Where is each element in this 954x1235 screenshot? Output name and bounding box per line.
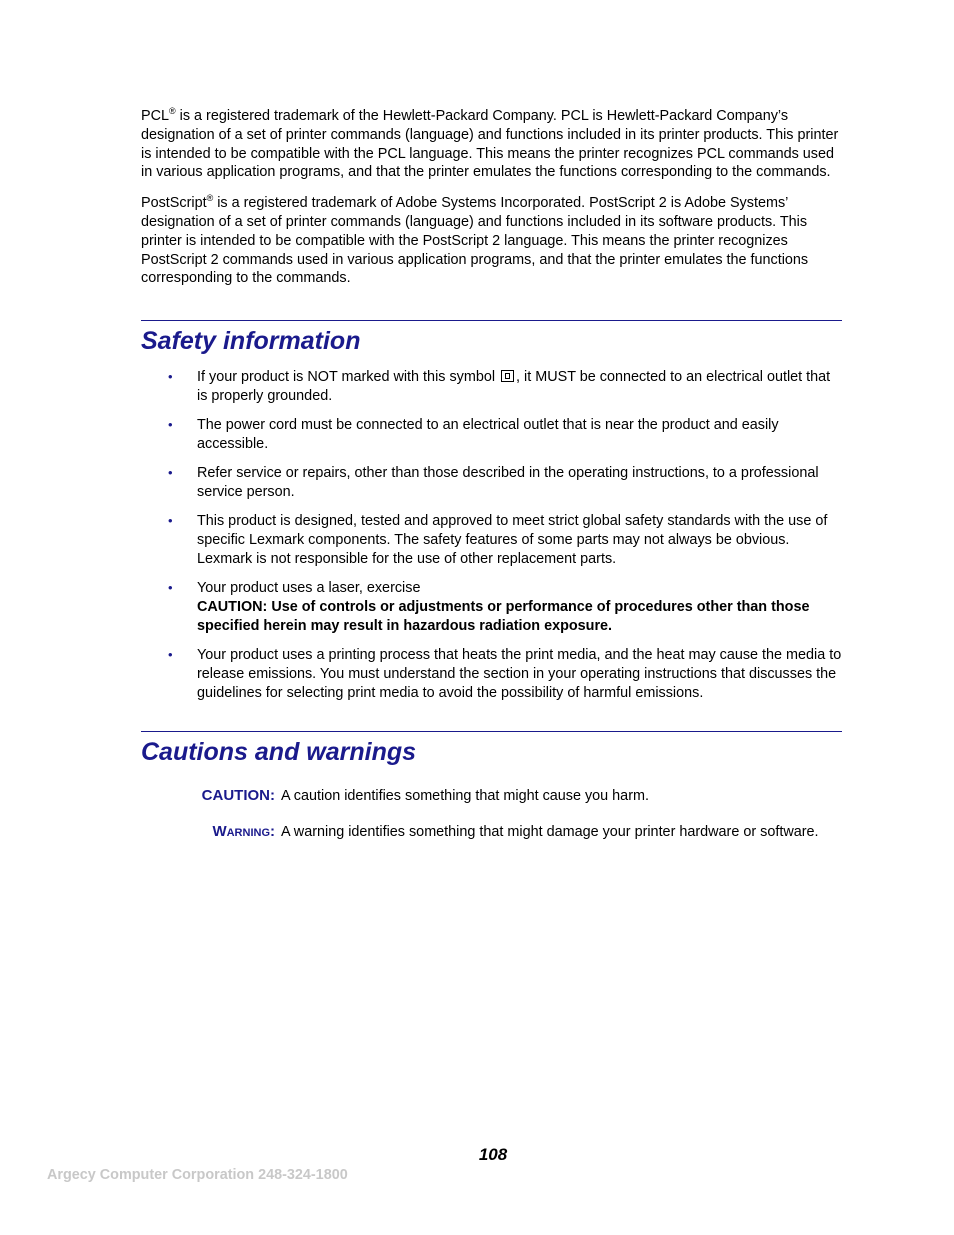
list-item-text: This product is designed, tested and approved to meet strict global safety standards with the use of specific Lexmark components. The safety features of some parts may not always be obvious. Lexmark is not responsible for the use of other replacement parts. — [197, 513, 828, 568]
caution-text: A caution identifies something that might cause you harm. — [281, 787, 649, 804]
postscript-trademark-paragraph — [141, 194, 842, 288]
list-item-text: Your product uses a printing process that heats the print media, and the heat may cause the media to release emissions. You must understand the section in your operating instructions that discusses the guidelines for selecting print media to avoid the possibility of harmful emissions. — [197, 647, 842, 701]
laser-caution-text: CAUTION: Use of controls or adjustments or performance of procedures other than those specified herein may result in hazardous radiation exposure. — [197, 599, 810, 634]
list-item — [141, 579, 842, 635]
registered-mark: ® — [206, 193, 214, 204]
double-insulation-symbol-icon — [501, 370, 514, 382]
section-divider — [141, 320, 842, 321]
list-item — [141, 416, 842, 454]
list-item-text: Refer service or repairs, other than those described in the operating instructions, to a professional service person. — [197, 465, 819, 501]
list-item-text: Your product uses a laser, exercise — [197, 580, 421, 597]
bullet-icon: • — [168, 513, 173, 529]
safety-information-heading: Safety information — [141, 327, 361, 356]
pcl-text: is a registered trademark of the Hewlett-Packard Company. PCL is Hewlett-Packard Company’s designation of a set of printer commands (language) and functions included in its printer products. This printer is intended to be compatible with the PCL language. This means the printer recognizes PCL commands used in various application programs, and that the printer emulates the functions corresponding to the commands. — [141, 108, 839, 181]
list-item — [141, 646, 842, 702]
list-item — [141, 464, 842, 502]
caution-label: CAUTION: — [201, 786, 275, 804]
bullet-icon: • — [168, 580, 173, 596]
safety-list — [141, 368, 842, 702]
bullet-icon: • — [168, 417, 173, 433]
registered-mark: ® — [169, 106, 176, 117]
warning-label — [212, 823, 275, 843]
pcl-trademark-paragraph — [141, 107, 842, 182]
warning-note — [141, 823, 842, 842]
footer-watermark: Argecy Computer Corporation 248-324-1800 — [47, 1167, 348, 1183]
page-content — [141, 107, 842, 842]
list-item — [141, 512, 842, 568]
postscript-text: is a registered trademark of Adobe Systems Incorporated. PostScript 2 is Adobe Systems’ designation of a set of printer commands (language) and functions included in its software products. This printer is intended to be compatible with the PostScript 2 language. This means the printer recognizes PostScript 2 commands used in various application programs, and that the printer emulates the functions corresponding to the commands. — [141, 195, 809, 287]
list-item-text: , it MUST be connected to an electrical outlet that is properly grounded. — [197, 369, 831, 404]
list-item — [141, 368, 842, 406]
list-item-text: If your product is NOT marked with this symbol — [197, 369, 500, 386]
postscript-name: PostScript — [141, 195, 207, 212]
list-item-text: The power cord must be connected to an electrical outlet that is near the product and easily accessible. — [197, 417, 779, 453]
bullet-icon: • — [168, 465, 173, 481]
bullet-icon: • — [168, 369, 173, 385]
pcl-name: PCL — [141, 108, 169, 124]
warning-label-colon: : — [270, 823, 275, 841]
bullet-icon: • — [168, 647, 173, 663]
warning-text: A warning identifies something that might damage your printer hardware or software. — [281, 824, 819, 841]
cautions-and-warnings-heading: Cautions and warnings — [141, 737, 417, 766]
caution-note — [141, 787, 842, 806]
section-divider — [141, 731, 842, 732]
warning-label-rest: ARNING — [226, 827, 270, 840]
warning-label-initial: W — [212, 823, 227, 841]
page-number: 108 — [478, 1145, 508, 1164]
